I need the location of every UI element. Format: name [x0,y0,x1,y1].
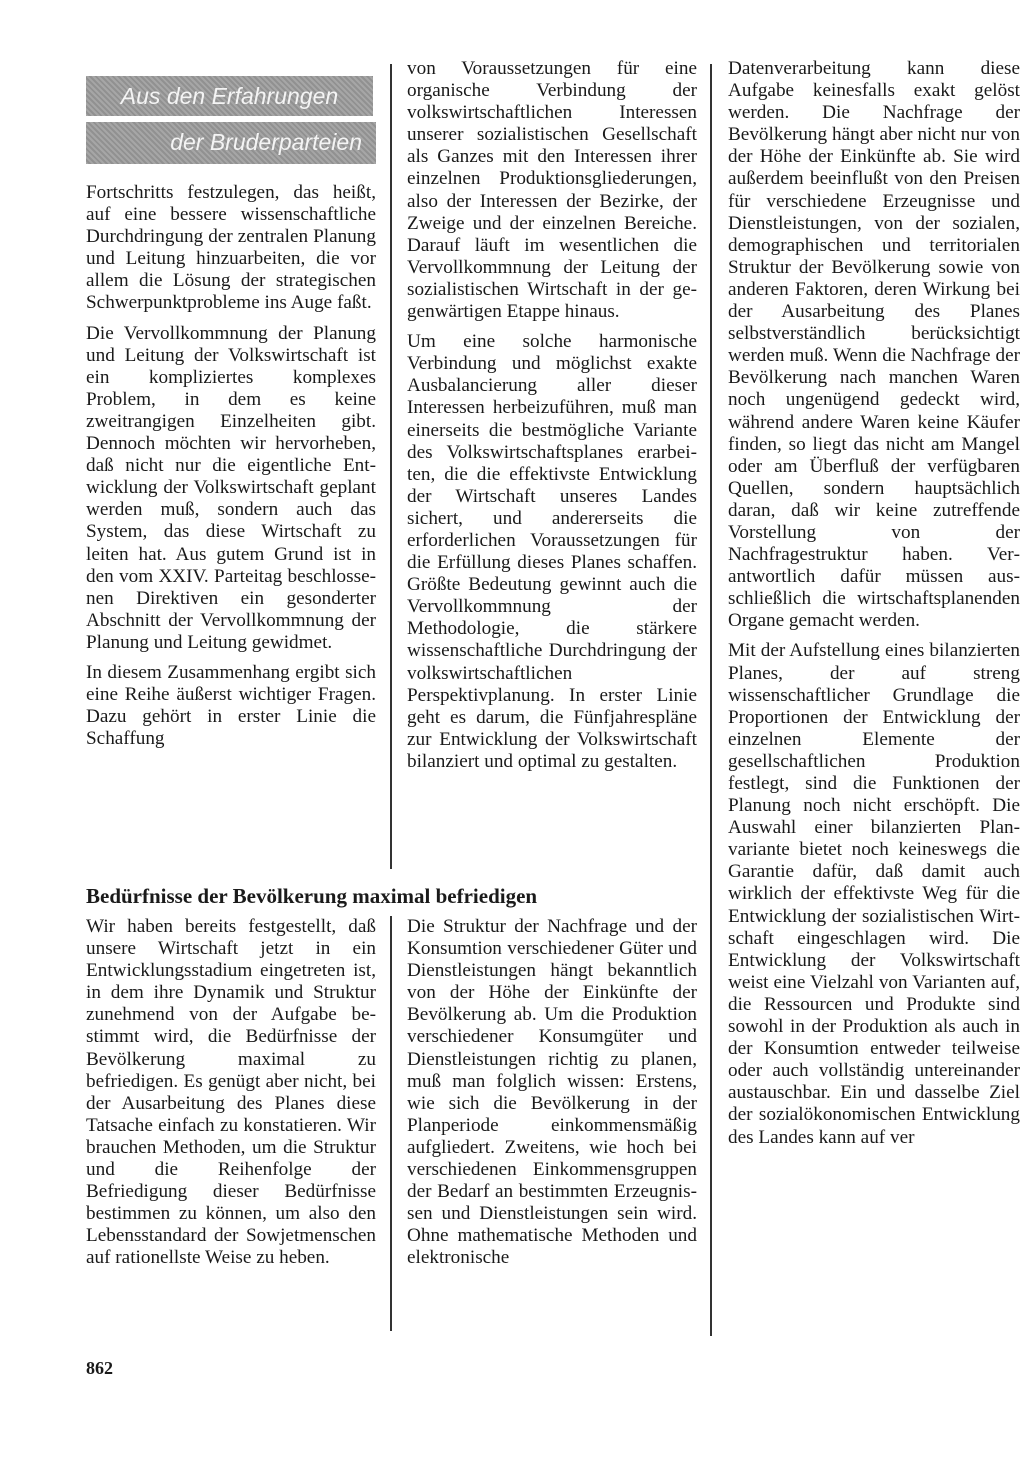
paragraph: In diesem Zusammenhang ergibt sich eine Reihe äußerst wichtiger Fragen. Dazu gehört in erster Linie die Schaffung [86,661,376,750]
section-banner-line1: Aus den Erfahrungen [86,76,373,116]
section-headline: Bedürfnisse der Bevölkerung maximal befriedigen [86,884,538,908]
paragraph: Die Struktur der Nachfrage und der Konsumtion verschiedener Güter und Dienstleistungen hängt bekanntlich von der Höhe der Einkünfte der Bevölkerung ab. Um die Produktion verschiedener Konsumgüter und Dienstleistungen richtig zu planen, muß man folglich wissen: Erstens, wie sich die Bevölkerung in der Planperiode einkommensmäßig aufgliedert. Zweitens, wie hoch bei verschiedenen Einkommensgruppen der Bedarf an bestimmten Erzeugnissen und Dienstleistungen sein wird. Ohne mathematische Methoden und elektronische [407,916,697,1269]
paragraph: Mit der Aufstellung eines bilanzierten Planes, der auf streng wissenschaftlicher Grundlage die Proportionen der Entwicklung der einzelnen Elemente der gesellschaftlichen Produktion festlegt, sind die Funktionen der Planung noch nicht erschöpft. Die Auswahl einer bilanzierten Planvariante bietet noch keineswegs die Garantie dafür, daß damit auch wirklich der effektivste Weg für die Entwicklung der sozialistischen Wirtschaft eingeschlagen wird. Die Entwicklung der Volkswirtschaft weist eine Vielzahl von Varianten auf, die Ressourcen und Produkte sind sowohl in der Produktion als auch in der Konsumtion entweder teilweise oder auch vollständig untereinander austauschbar. Ein und dasselbe Ziel der sozialökonomischen Entwicklung des Landes kann auf ver [728,640,1020,1148]
column-2-upper [407,58,697,773]
column-1-upper [86,182,376,750]
column-3 [728,58,1020,1149]
column-2-lower [407,916,697,1270]
paragraph: Die Vervollkommnung der Planung und Leitung der Volkswirtschaft ist ein kompliziertes komplexes Problem, in dem es keine zweitrangigen Einzelheiten gibt. Dennoch möchten wir hervorheben, daß nicht nur die eigentliche Entwicklung der Volkswirtschaft geplant werden muß, sondern auch das System, das diese Wirtschaft zu leiten hat. Aus gutem Grund ist in den vom XXIV. Parteitag beschlossenen Direktiven ein gesonderter Abschnitt der Vervollkommnung der Planung und Leitung gewidmet. [86,322,376,653]
paragraph: Wir haben bereits festgestellt, daß unsere Wirtschaft jetzt in ein Entwicklungsstadium eingetreten ist, in dem ihre Dynamik und Struktur zunehmend von der Aufgabe bestimmt wird, die Bedürfnisse der Bevölkerung maximal zu befriedigen. Es genügt aber nicht, bei der Ausarbeitung des Planes diese Tatsache einfach zu konstatieren. Wir brauchen Methoden, um die Struktur und die Reihenfolge der Befriedigung dieser Bedürfnisse bestimmen zu können, um also den Lebensstandard der Sowjetmenschen auf rationellste Weise zu heben. [86,916,376,1269]
page-number: 862 [86,1358,113,1378]
column-divider [390,916,392,1331]
column-divider [710,64,712,1336]
paragraph: von Voraussetzungen für eine organische Verbindung der volkswirtschaftlichen Interessen unserer sozialistischen Gesellschaft als Ganzes mit den Interessen ihrer einzelnen Produktionsgliederungen, also der Interessen der Bezirke, der Zweige und der einzelnen Bereiche. Darauf läuft im wesentlichen die Vervollkommnung der Leitung der sozialistischen Wirtschaft in der gegenwärtigen Etappe hinaus. [407,58,697,323]
paragraph: Fortschritts festzulegen, das heißt, auf eine bessere wissenschaftliche Durchdringung der zentralen Planung und Leitung hinzuarbeiten, die vor allem die Lösung der strategischen Schwerpunktprobleme ins Auge faßt. [86,182,376,314]
paragraph: Um eine solche harmonische Verbindung und möglichst exakte Ausbalancierung aller dieser Interessen herbeizuführen, muß man einerseits die bestmögliche Variante des Volkswirtschaftsplanes erarbeiten, die die effektivste Entwicklung der Wirtschaft unseres Landes sichert, und andererseits die erforderlichen Voraussetzungen für die Erfüllung dieses Planes schaffen. Größte Bedeutung gewinnt auch die Vervollkommnung der Methodologie, die stärkere wissenschaftliche Durchdringung der volkswirtschaftlichen Perspektivplanung. In erster Linie geht es darum, die Fünfjahrespläne zur Entwicklung der Volkswirtschaft bilanziert und optimal zu gestalten. [407,331,697,772]
column-1-lower [86,916,376,1270]
column-divider [390,64,392,869]
section-banner-line2: der Bruderparteien [86,122,376,164]
paragraph: Datenverarbeitung kann diese Aufgabe keinesfalls exakt gelöst werden. Die Nachfrage der Bevölkerung hängt aber nicht nur von der Höhe der Einkünfte ab. Sie wird außerdem beeinflußt von den Preisen für verschiedene Erzeugnisse und Dienstleistungen, von der sozialen, demographischen und territorialen Struktur der Bevölkerung sowie von anderen Faktoren, deren Wirkung bei der Ausarbeitung des Planes selbstverständlich berücksichtigt werden muß. Wenn die Nachfrage der Bevölkerung nach manchen Waren noch ungenügend gedeckt wird, während andere Waren keine Käufer finden, so liegt das nicht am Mangel oder am Überfluß der verfügbaren Quellen, sondern hauptsächlich daran, daß wir keine zutreffende Vorstellung von der Nachfragestruktur haben. Verantwortlich dafür müssen ausschließlich die wirtschaftsplanenden Organe gemacht werden. [728,58,1020,632]
